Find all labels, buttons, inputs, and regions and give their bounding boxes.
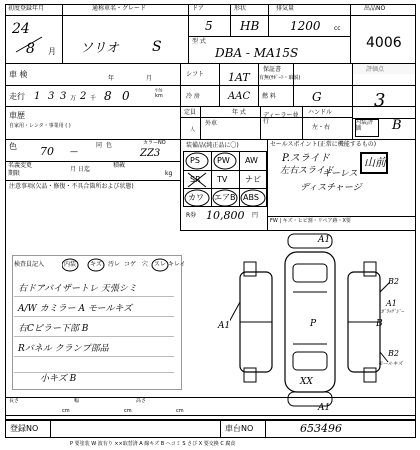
aircon-label: 冷 房: [186, 93, 200, 100]
sales-point-4: ディスチャージ: [300, 183, 362, 193]
equip-ps: PS: [190, 156, 200, 165]
r-unit: 円: [252, 212, 259, 219]
exterior-label: 外車: [205, 120, 218, 127]
load-unit: kg: [165, 170, 173, 177]
inspector-notes-box: [12, 255, 182, 390]
reg-month-unit: 月: [48, 47, 56, 56]
stamp-text: 山前: [364, 156, 386, 169]
inspector-note-6: 小キズ B: [40, 374, 77, 384]
damage-legend: P 要塗装 W 波有り ××取替済 A 線キズ B ヘコミ S さび X 要交換 C 腐食: [70, 441, 236, 447]
shape-label: 形状: [234, 5, 247, 12]
diagram-glass-mark: XX: [300, 377, 313, 387]
diagram-roof-mark: P: [310, 319, 317, 329]
model-grade-label: 通称車名・グレード: [92, 5, 147, 12]
capacity-label: 定員: [184, 109, 197, 116]
displacement-unit: cc: [334, 25, 341, 32]
inspector-opt-2: キズ: [90, 261, 102, 268]
deadline-label: 期限: [8, 170, 21, 177]
inspector-opt-5: 穴: [142, 261, 149, 268]
mileage-d1: 1: [34, 91, 41, 102]
mileage-d6: 0: [122, 89, 130, 103]
inspector-option-marks: [62, 257, 182, 273]
shaken-year-unit: 年: [108, 75, 115, 82]
model-name: ソリオ: [80, 41, 119, 56]
lot-label: 出品NO: [364, 5, 386, 12]
sales-point-3: キーレス: [322, 169, 358, 179]
mileage-d5: 8: [104, 89, 112, 103]
equip-abs: ABS: [243, 193, 259, 202]
diagram-right-mark-2: A1: [386, 299, 397, 308]
diagram-left-mark: A1: [218, 321, 231, 331]
load-label: 積載: [113, 162, 126, 169]
mileage-d2: 3: [48, 91, 55, 102]
import-label: 年 式: [232, 109, 246, 116]
inspector-opt-7: キレイ: [168, 261, 186, 268]
inspector-opt-1: 内装: [64, 261, 77, 268]
displacement-value: 1200: [290, 19, 321, 33]
shift-label: シフト: [186, 71, 205, 78]
warranty-sub: 有無(ｻﾎﾟｰﾄ・取説): [259, 75, 301, 81]
equip-tv: TV: [217, 175, 228, 184]
same-label: 同: [96, 142, 103, 149]
diagram-right-mark-5: モールキズ: [378, 361, 403, 367]
notes-label: 注意事項(欠品・修復・不具合箇所および状態): [9, 183, 134, 190]
chassis-label: 車台NO: [225, 424, 254, 433]
reg-year: 24: [12, 21, 30, 37]
diagram-right-mark-1: B2: [388, 277, 399, 286]
equipment-title: 装備品(純正品に〇): [186, 142, 239, 149]
inspector-opt-6: スレ: [154, 261, 167, 268]
aircon-value: AAC: [228, 91, 251, 102]
month-day-deadline: 月 日迄: [70, 166, 90, 173]
mileage-sep1: 万: [70, 95, 77, 102]
color-value: 70: [40, 145, 54, 158]
sales-point-2: 左右スライド: [280, 166, 334, 176]
diagram-bottom-mark: A1: [318, 403, 331, 413]
size-width-unit: cm: [124, 408, 132, 414]
door-label: ドア: [192, 5, 204, 12]
color-no-label: カラーNO: [143, 140, 166, 146]
shape-value: HB: [240, 19, 260, 33]
size-length-unit: cm: [62, 408, 70, 414]
interior-label: 内装評価: [355, 119, 374, 132]
grade: S: [152, 39, 162, 55]
mileage-d4: 2: [80, 91, 87, 102]
color-label: 色: [9, 142, 17, 151]
equip-sr: SR: [190, 175, 201, 184]
inspector-note-4: Rバネル クランプ部品: [18, 344, 109, 354]
doors-value: 5: [205, 19, 213, 33]
r-label: R券: [186, 212, 197, 219]
warranty-label: 保証書: [263, 66, 282, 73]
handle-label: ハンドル: [308, 109, 333, 116]
inspector-opt-4: コゲ: [124, 261, 137, 268]
r-value: 10,800: [206, 209, 245, 222]
inspector-note-2: A/W カミラー A モールキズ: [18, 304, 133, 314]
color-unit: 色: [106, 142, 113, 149]
name-change-label: 名義変更: [8, 162, 33, 169]
fuel-value: G: [312, 90, 322, 104]
sales-point-1: P.スライド: [282, 153, 330, 164]
color-no: ZZ3: [140, 148, 161, 159]
eval-score: 3: [374, 90, 386, 111]
diagram-door-mark: B: [376, 319, 383, 329]
equipment-circles: [183, 151, 267, 207]
car-history-options: 自家用・レンタ・事業用 ( ): [9, 123, 71, 129]
capacity-unit: 人: [190, 127, 196, 133]
mileage-label: 走行: [9, 92, 25, 101]
reg-month: 8: [26, 41, 35, 57]
size-height-label: 高さ: [136, 398, 147, 404]
car-history-label: 車歴: [9, 111, 25, 120]
inspector-note-1: 右ドアバイザートレ 天張シミ: [18, 284, 137, 294]
mileage-sep2: 千: [90, 95, 97, 102]
defect-symbols-row: FW | キズ・ヒビ割・リペア跡・X要: [270, 218, 351, 224]
inspector-label: 検査員記入: [14, 261, 45, 268]
size-length-label: 長さ: [9, 398, 20, 404]
size-height-unit: cm: [176, 408, 184, 414]
dealer-label: ディーラー並行: [263, 112, 299, 125]
size-width-label: 幅: [74, 398, 80, 404]
equip-pw: PW: [217, 156, 230, 165]
equip-airbag: エアB: [214, 193, 236, 202]
diagram-right-mark-4: B2: [388, 349, 399, 358]
sales-point-title: セールスポイント(正常に機能するもの): [270, 141, 377, 148]
first-reg-label: 初度登録年月: [8, 5, 45, 12]
reg-no-label: 登録NO: [10, 424, 39, 433]
handle-options: 左・右: [312, 124, 331, 131]
inspector-note-3: 右Cピラー下部 B: [18, 324, 89, 334]
displacement-label: 排気量: [276, 5, 295, 12]
shaken-label: 車 検: [9, 70, 28, 79]
chassis-number: 653496: [300, 422, 342, 435]
diagram-right-mark-3: ｶﾞﾗｯｸﾞｼﾞｰ: [381, 309, 404, 315]
equip-kawa: カワ: [188, 193, 204, 202]
mileage-d3: 3: [60, 91, 67, 102]
color-mark: —: [70, 147, 78, 156]
model-code-label: 型 式: [192, 38, 206, 45]
shift-value: 1AT: [228, 71, 250, 84]
mileage-unit: ﾏｲﾙ km: [155, 88, 163, 99]
fuel-label: 燃 料: [262, 93, 276, 100]
interior-score: B: [392, 118, 402, 133]
inspector-opt-3: 汚レ: [108, 261, 121, 268]
lot-number: 4006: [366, 35, 402, 51]
registration-row: [5, 420, 416, 438]
eval-label: 評価点: [366, 66, 385, 73]
equip-aw: AW: [245, 156, 258, 165]
shaken-month-unit: 月: [146, 75, 153, 82]
equip-navi: ナビ: [245, 175, 261, 184]
model-code: DBA - MA15S: [215, 46, 299, 60]
diagram-top-mark: A1: [318, 235, 331, 245]
